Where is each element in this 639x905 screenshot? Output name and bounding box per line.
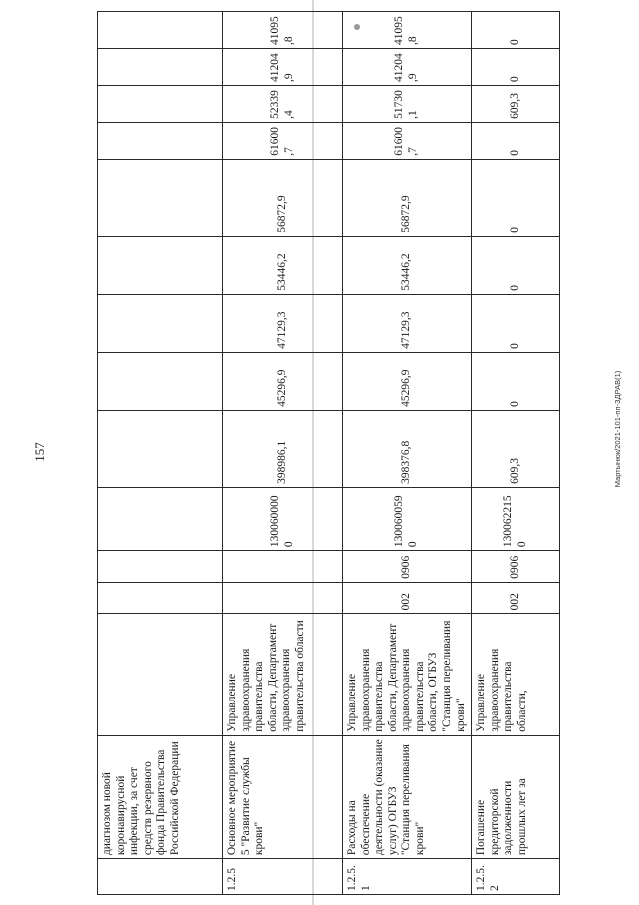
cell-y2026: 609,3 xyxy=(472,85,560,122)
table-row xyxy=(98,12,223,895)
cell-y2025: 0 xyxy=(472,122,560,159)
cell-no: 1.2.5.2 xyxy=(472,859,560,895)
cell-y2021: 45296,9 xyxy=(223,352,343,410)
cell-y2028 xyxy=(98,12,223,49)
cell-total: 398376,8 xyxy=(343,410,472,487)
cell-grbs xyxy=(223,582,343,614)
cell-y2023: 53446,2 xyxy=(343,236,472,294)
cell-y2025: 61600,7 xyxy=(343,122,472,159)
cell-no: 1.2.5.1 xyxy=(343,859,472,895)
cell-name: Погашение кредиторской задолженности прошлых лет за xyxy=(472,735,560,858)
cell-y2028: 0 xyxy=(472,12,560,49)
cell-y2027: 0 xyxy=(472,49,560,86)
cell-y2022 xyxy=(98,294,223,352)
cell-total: 398986,1 xyxy=(223,410,343,487)
cell-total xyxy=(98,410,223,487)
cell-y2023: 0 xyxy=(472,236,560,294)
cell-y2025 xyxy=(98,122,223,159)
cell-y2022: 47129,3 xyxy=(223,294,343,352)
cell-rzpr xyxy=(98,551,223,583)
cell-y2026: 52339,4 xyxy=(223,85,343,122)
cell-rzpr xyxy=(223,551,343,583)
cell-executor xyxy=(98,614,223,735)
cell-y2027 xyxy=(98,49,223,86)
cell-executor: Управление здравоохранения правительства области, Департамент здравоохранения правительства области xyxy=(223,614,343,735)
cell-y2021: 45296,9 xyxy=(343,352,472,410)
cell-y2023: 53446,2 xyxy=(223,236,343,294)
page-number: 157 xyxy=(32,442,47,462)
cell-total: 609,3 xyxy=(472,410,560,487)
cell-y2028: 41095,8 xyxy=(343,12,472,49)
cell-y2026: 51730,1 xyxy=(343,85,472,122)
rotated-table-block xyxy=(97,11,550,895)
cell-rzpr: 0906 xyxy=(472,551,560,583)
cell-csr: 1300622150 xyxy=(472,487,560,550)
cell-y2021 xyxy=(98,352,223,410)
cell-y2026 xyxy=(98,85,223,122)
cell-name: диагнозом новой коронавирусной инфекции, за счет средств резервного фонда Правительства Российской Федерации xyxy=(98,735,223,858)
cell-executor: Управление здравоохранения правительства области, xyxy=(472,614,560,735)
table-row xyxy=(472,12,560,895)
cell-executor: Управление здравоохранения правительства области, Департамент здравоохранения правительства области, ОГБУЗ "Станция переливания крови" xyxy=(343,614,472,735)
cell-y2024: 56872,9 xyxy=(223,159,343,236)
cell-csr: 1300600590 xyxy=(343,487,472,550)
cell-csr xyxy=(98,487,223,550)
cell-name: Расходы на обеспечение деятельности (оказание услуг) ОГБУЗ "Станция переливания крови" xyxy=(343,735,472,858)
cell-y2027: 41204,9 xyxy=(223,49,343,86)
cell-y2024: 56872,9 xyxy=(343,159,472,236)
cell-grbs: 002 xyxy=(343,582,472,614)
cell-y2022: 47129,3 xyxy=(343,294,472,352)
cell-name: Основное мероприятие 5 "Развитие службы крови" xyxy=(223,735,343,858)
table-body xyxy=(98,12,560,895)
cell-y2024: 0 xyxy=(472,159,560,236)
cell-rzpr: 0906 xyxy=(343,551,472,583)
footer-code: Мартынюк/2021-101-пп-ЗДРАВ(1) xyxy=(613,370,622,488)
table-row xyxy=(343,12,472,895)
cell-y2025: 61600,7 xyxy=(223,122,343,159)
cell-y2028: 41095,8 xyxy=(223,12,343,49)
cell-csr: 1300600000 xyxy=(223,487,343,550)
cell-grbs: 002 xyxy=(472,582,560,614)
budget-table xyxy=(97,11,560,895)
cell-grbs xyxy=(98,582,223,614)
table-row xyxy=(223,12,343,895)
cell-y2022: 0 xyxy=(472,294,560,352)
cell-y2024 xyxy=(98,159,223,236)
cell-y2023 xyxy=(98,236,223,294)
cell-no: 1.2.5 xyxy=(223,859,343,895)
cell-y2021: 0 xyxy=(472,352,560,410)
cell-y2027: 41204,9 xyxy=(343,49,472,86)
cell-no xyxy=(98,859,223,895)
